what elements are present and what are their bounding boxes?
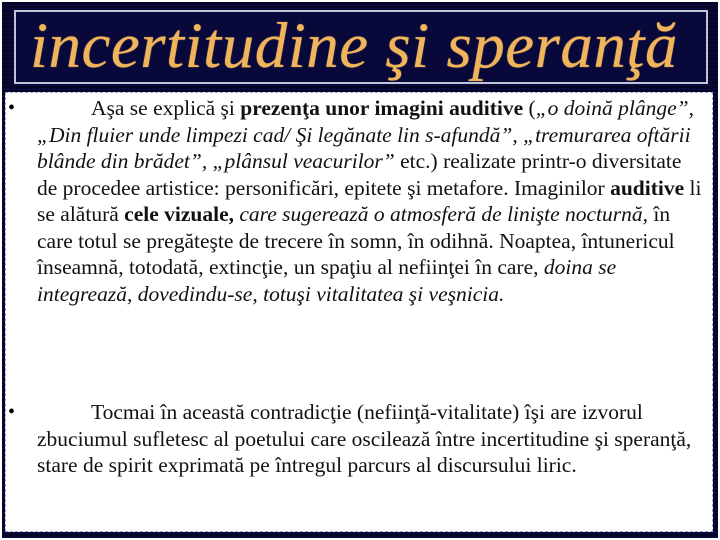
text-segment-bold: cele vizuale, <box>124 202 234 226</box>
text-segment-bold: prezenţa unor imagini auditive <box>240 96 524 120</box>
content-box <box>5 92 713 532</box>
text-segment-italic: „o doină plânge”, „Din fluier unde limpezi cad/ Şi legănate lin s-afundă”, „tremurarea oftării blânde din brădet”, „plânsul veacurilor” <box>37 96 694 173</box>
bullet-text-2 <box>37 399 703 479</box>
bullet-marker: • <box>8 401 16 423</box>
bullet-text-1 <box>37 95 703 307</box>
slide-title: incertitudine şi speranţă <box>30 10 678 82</box>
text-segment: Tocmai în această contradicţie (nefiinţă-vitalitate) îşi are izvorul zbuciumul sufletesc al poetului care oscilează între incertitudine şi speranţă, stare de spirit exprimată pe întregul parcurs al discursului liric. <box>37 400 692 477</box>
text-segment: ( <box>523 96 536 120</box>
text-segment: li se alătură <box>37 175 702 226</box>
text-segment-bold: auditive <box>610 175 685 200</box>
title-box <box>14 10 708 84</box>
text-segment: Aşa se explică şi <box>91 96 241 120</box>
text-segment: etc.) realizate printr-o diversitate de procedee artistice: personificări, epitete şi metafore. Imaginilor <box>37 149 682 200</box>
bullet-marker: • <box>8 97 16 119</box>
text-segment: în care totul se pregăteşte de trecere în somn, în odihnă. Noaptea, întunericul înseamnă, totodată, extincţie, un spaţiu al nefiinţei în care, <box>37 202 675 279</box>
text-segment-italic: care sugerează o atmosferă de linişte nocturnă, <box>239 202 649 226</box>
text-segment-italic: doina se integrează, dovedindu-se, totuşi vitalitatea şi veşnicia. <box>37 255 617 306</box>
